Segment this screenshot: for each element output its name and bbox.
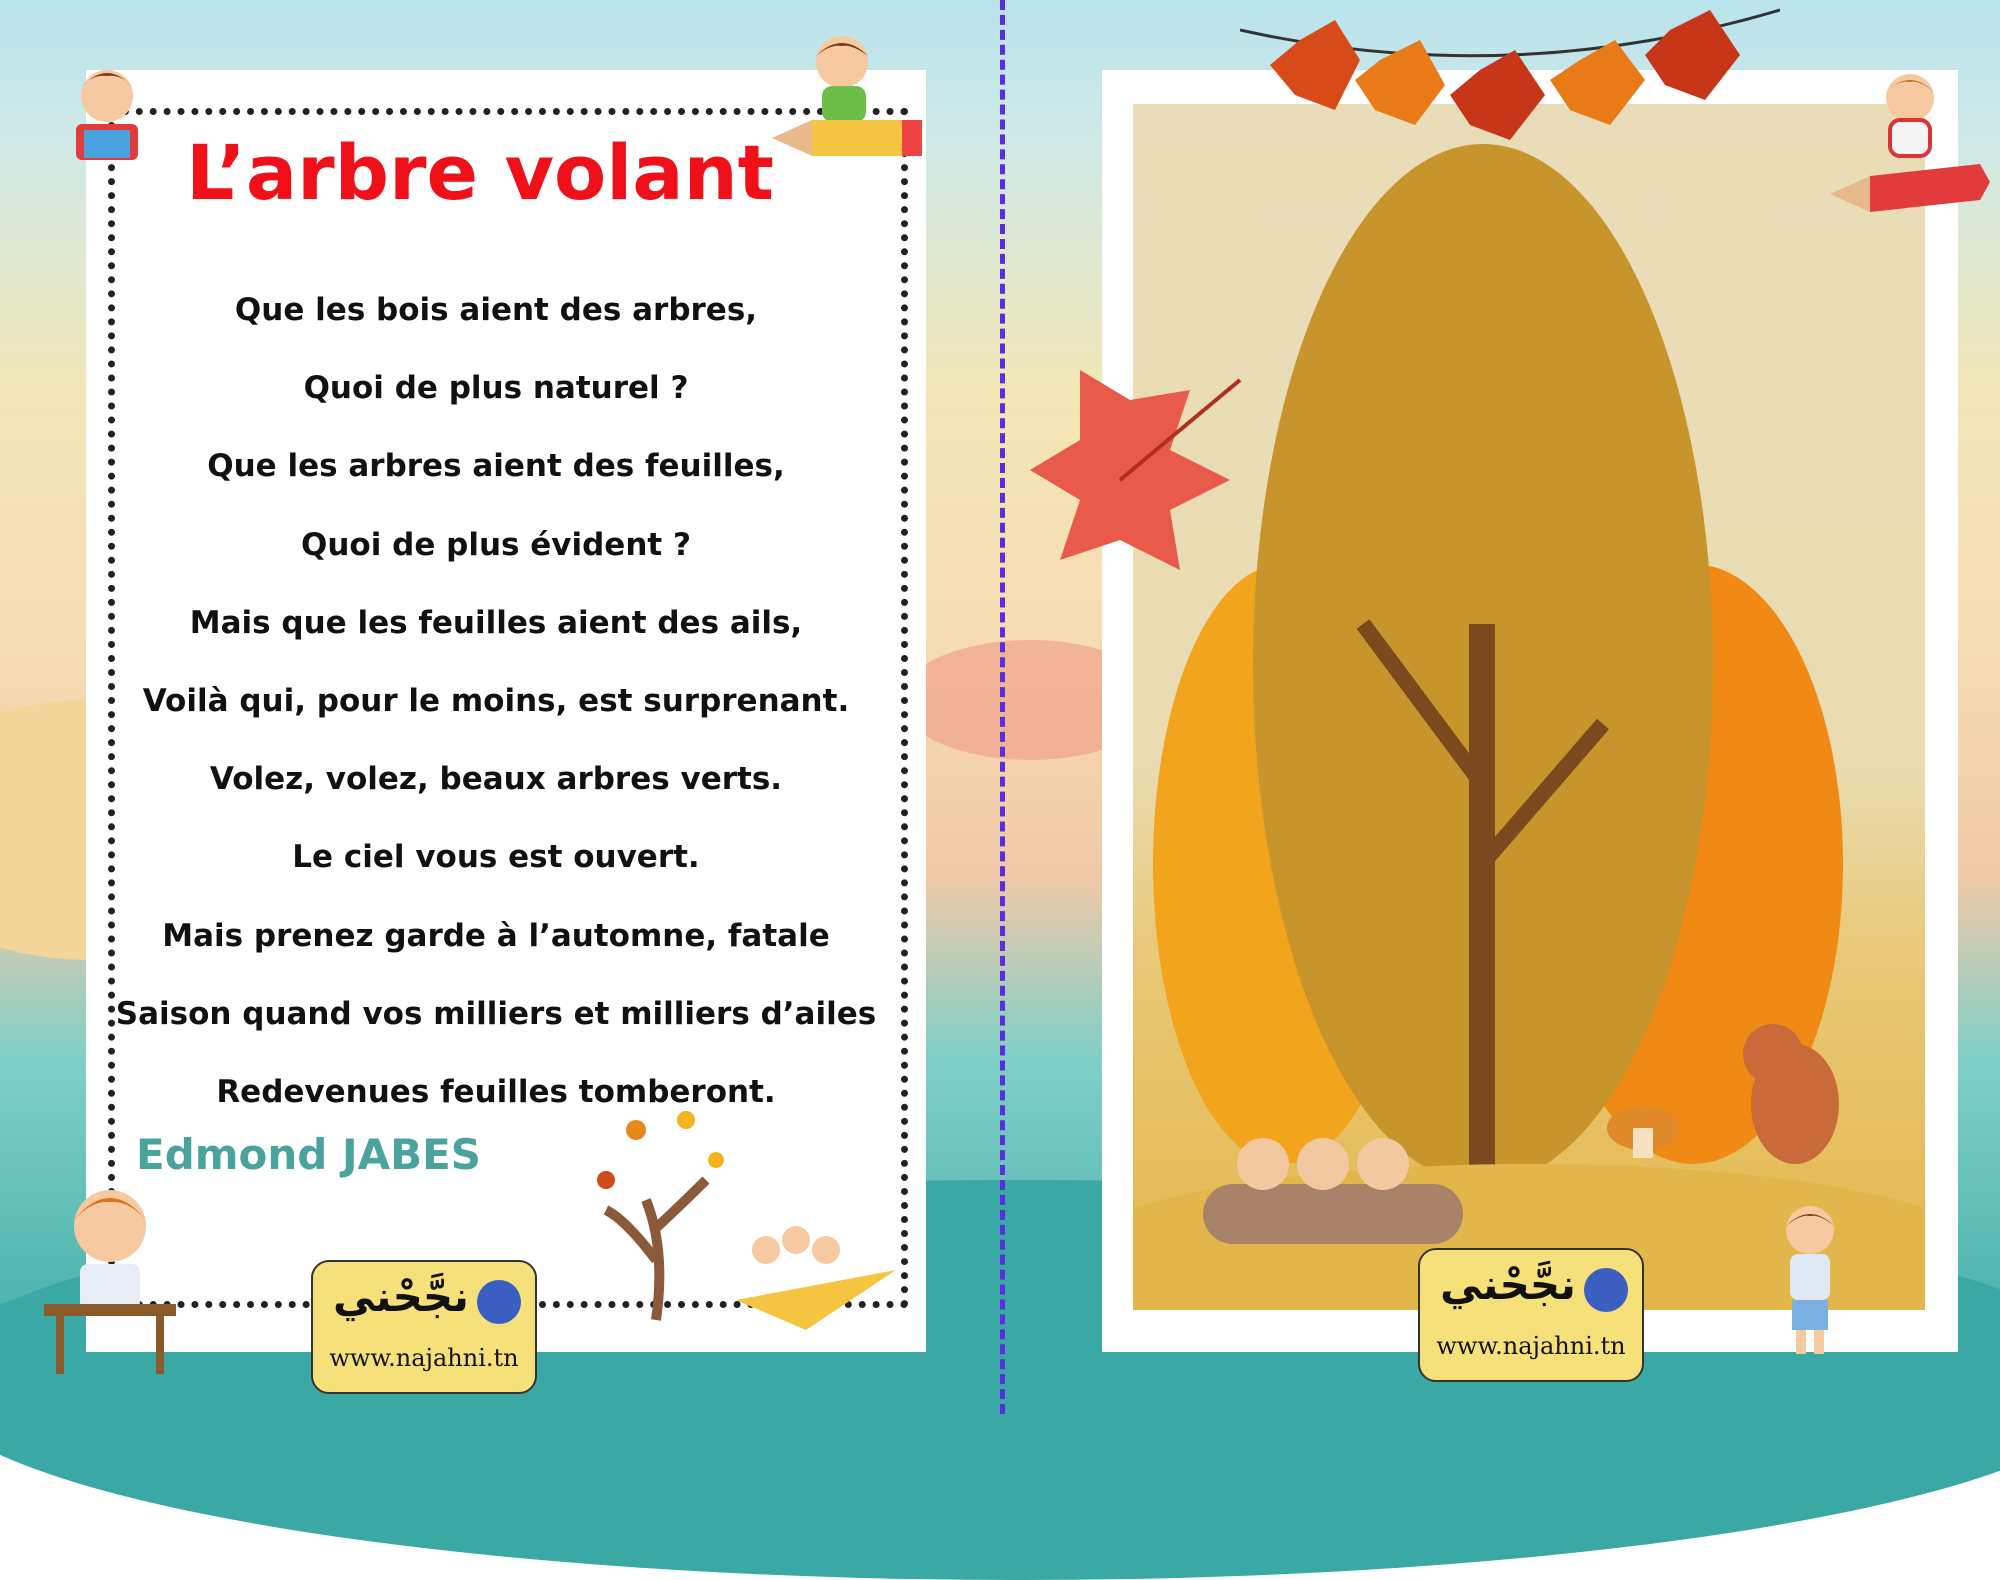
- leaf-garland-icon: [1240, 0, 1780, 170]
- logo-arabic-text: نجَّحْني: [1440, 1260, 1576, 1309]
- poem-line: Redevenues feuilles tomberont.: [216, 1073, 776, 1110]
- logo-url: www.najahni.tn: [329, 1344, 519, 1372]
- tree-with-kids-icon: [566, 1100, 906, 1330]
- logo-url: www.najahni.tn: [1436, 1332, 1626, 1360]
- maple-leaf-icon: [1020, 360, 1260, 590]
- kid-on-pencil-icon: [1830, 64, 2000, 214]
- graduation-cap-icon: [1584, 1268, 1628, 1312]
- page-divider: [1000, 0, 1005, 1414]
- poem-line: Volez, volez, beaux arbres verts.: [209, 761, 783, 798]
- poem-author: Edmond JABES: [136, 1130, 482, 1179]
- poem-line: Mais prenez garde à l’automne, fatale: [162, 917, 830, 954]
- poem-line: Saison quand vos milliers et milliers d’ailes: [115, 995, 877, 1032]
- graduation-cap-icon: [477, 1280, 521, 1324]
- najahni-logo-left: [311, 1260, 537, 1394]
- kid-at-desk-icon: [40, 1176, 180, 1376]
- poem-title: L’arbre volant: [186, 128, 774, 217]
- poem-body: [96, 282, 896, 1142]
- poem-line: Que les bois aient des arbres,: [234, 292, 758, 328]
- illustration-card-dotted-border: [1133, 104, 1925, 1310]
- logo-arabic-text: نجَّحْني: [333, 1272, 469, 1321]
- kid-reading-icon: [62, 58, 152, 168]
- poem-line: Que les arbres aient des feuilles,: [207, 448, 785, 485]
- poem-line: Voilà qui, pour le moins, est surprenant.: [142, 682, 850, 719]
- poem-line: Quoi de plus évident ?: [300, 526, 691, 563]
- najahni-logo-right: [1418, 1248, 1644, 1382]
- kid-on-pencil-icon: [772, 28, 932, 168]
- poem-line: Mais que les feuilles aient des ails,: [189, 604, 803, 641]
- kid-drawing-icon: [1760, 1196, 1880, 1356]
- poem-line: Le ciel vous est ouvert.: [292, 839, 700, 876]
- poem-line: Quoi de plus naturel ?: [303, 370, 689, 407]
